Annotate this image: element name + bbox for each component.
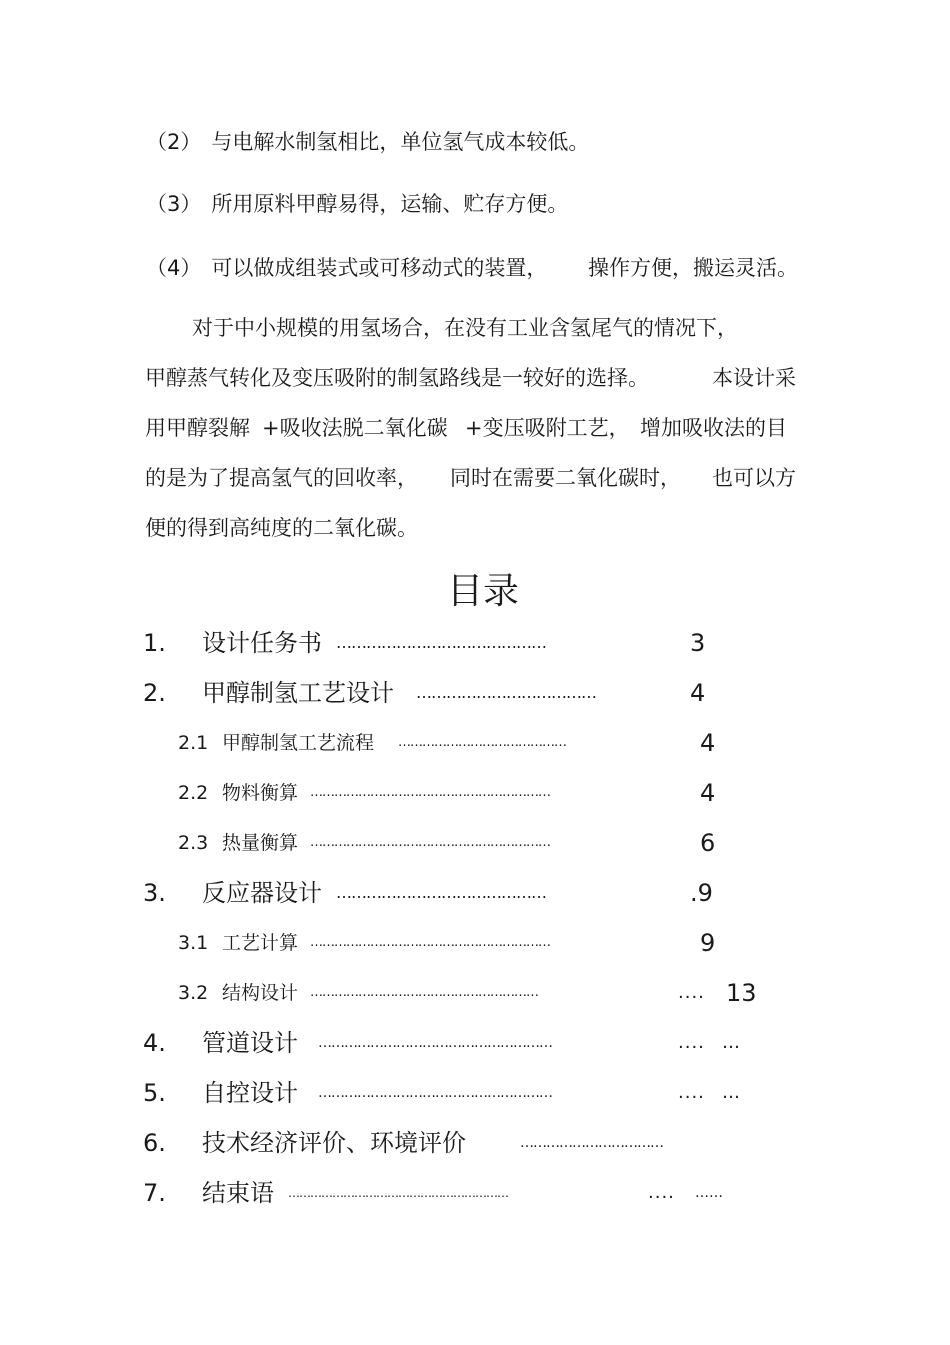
toc-leader: …………………………………… (336, 633, 546, 652)
toc-extra-leader: .... (678, 982, 705, 1003)
toc-number: 4. (143, 1029, 166, 1057)
paragraph-line-segment: +变压吸附工艺， (465, 416, 630, 440)
toc-label: 甲醇制氢工艺流程 (222, 732, 375, 754)
paragraph-line: 的是为了提高氢气的回收率， (145, 466, 418, 490)
toc-page-number: 3 (690, 629, 706, 657)
paragraph-line-segment: 同时在需要二氧化碳时， (450, 466, 681, 490)
toc-page-number: 6 (700, 829, 716, 857)
toc-number: 3.2 (178, 982, 209, 1004)
toc-label: 结束语 (202, 1179, 274, 1207)
toc-entry[interactable] (0, 1176, 950, 1210)
toc-leader: …………………………………… (336, 883, 546, 902)
toc-page-number: .9 (690, 879, 713, 907)
toc-number: 7. (143, 1179, 166, 1207)
toc-page-number: … (722, 1032, 740, 1053)
toc-label: 设计任务书 (202, 629, 322, 657)
toc-label: 热量衡算 (222, 832, 299, 854)
toc-page-number: … (722, 1082, 740, 1103)
toc-leader: …………………………………… (398, 735, 566, 750)
toc-label: 自控设计 (202, 1079, 298, 1107)
list-number: （2） (146, 130, 202, 154)
paragraph-line: 用甲醇裂解 (145, 416, 250, 440)
list-text: 可以做成组装式或可移动式的装置， (211, 256, 548, 280)
paragraph-line-segment: 也可以方 (712, 466, 796, 490)
toc-label: 技术经济评价、环境评价 (202, 1129, 466, 1157)
toc-extra-leader: .... (648, 1182, 675, 1203)
paragraph-line: 对于中小规模的用氢场合，在没有工业含氢尾气的情况下， (192, 316, 738, 340)
toc-leader: ……………………………………………… (318, 1035, 552, 1051)
toc-entry[interactable] (0, 876, 950, 910)
toc-page-number: 9 (700, 929, 716, 957)
toc-leader: ……………………………………………… (318, 1085, 552, 1101)
list-number: （3） (146, 192, 202, 216)
toc-heading: 目录 (446, 571, 519, 612)
list-number: （4） (146, 256, 202, 280)
toc-leader: ……………………………… (416, 683, 596, 702)
toc-number: 2.2 (178, 782, 209, 804)
toc-leader: …………………………… (520, 1135, 663, 1151)
toc-label: 管道设计 (202, 1029, 298, 1057)
paragraph-line-segment: 增加吸收法的目 (640, 416, 787, 440)
toc-number: 2. (143, 679, 166, 707)
toc-entry[interactable] (0, 1126, 950, 1160)
toc-label: 物料衡算 (222, 782, 299, 804)
toc-number: 2.3 (178, 832, 209, 854)
toc-number: 5. (143, 1079, 166, 1107)
toc-label: 甲醇制氢工艺设计 (202, 679, 394, 707)
toc-leader: ………………………………………………… (310, 985, 538, 1000)
toc-entry[interactable] (0, 926, 950, 960)
toc-label: 反应器设计 (202, 879, 322, 907)
paragraph-line-segment: +吸收法脱二氧化碳 (262, 416, 448, 440)
toc-leader: …………………………………………………… (310, 935, 550, 950)
toc-entry[interactable] (0, 976, 950, 1010)
toc-entry[interactable] (0, 826, 950, 860)
toc-entry[interactable] (0, 776, 950, 810)
list-text: 与电解水制氢相比，单位氢气成本较低。 (211, 130, 590, 154)
toc-page-number: 4 (700, 779, 716, 807)
toc-leader: …………………………………………………… (288, 1186, 508, 1200)
toc-number: 1. (143, 629, 166, 657)
paragraph-line: 甲醇蒸气转化及变压吸附的制氢路线是一较好的选择。 (145, 366, 649, 390)
list-text: 所用原料甲醇易得，运输、贮存方便。 (211, 192, 569, 216)
toc-page-number: 4 (690, 679, 706, 707)
toc-entry[interactable] (0, 1026, 950, 1060)
toc-number: 2.1 (178, 732, 209, 754)
list-item (146, 254, 547, 282)
toc-extra-leader: .... (678, 1032, 705, 1053)
list-text-continued: 操作方便，搬运灵活。 (588, 256, 798, 280)
toc-leader: …………………………………………………… (310, 835, 550, 850)
toc-extra-leader: .... (678, 1082, 705, 1103)
toc-number: 3. (143, 879, 166, 907)
toc-leader: …………………………………………………… (310, 785, 550, 800)
toc-entry[interactable] (0, 1076, 950, 1110)
paragraph-line-segment: 本设计采 (712, 366, 796, 390)
list-item (146, 128, 589, 156)
toc-page-number: 13 (726, 979, 757, 1007)
toc-entry[interactable] (0, 726, 950, 760)
toc-label: 结构设计 (222, 982, 299, 1004)
toc-page-number: 4 (700, 729, 716, 757)
toc-number: 3.1 (178, 932, 209, 954)
toc-label: 工艺计算 (222, 932, 299, 954)
paragraph-line: 便的得到高纯度的二氧化碳。 (145, 516, 418, 540)
toc-number: 6. (143, 1129, 166, 1157)
toc-entry[interactable] (0, 626, 950, 660)
list-item (146, 190, 568, 218)
toc-entry[interactable] (0, 676, 950, 710)
toc-page-number: …… (695, 1185, 723, 1201)
